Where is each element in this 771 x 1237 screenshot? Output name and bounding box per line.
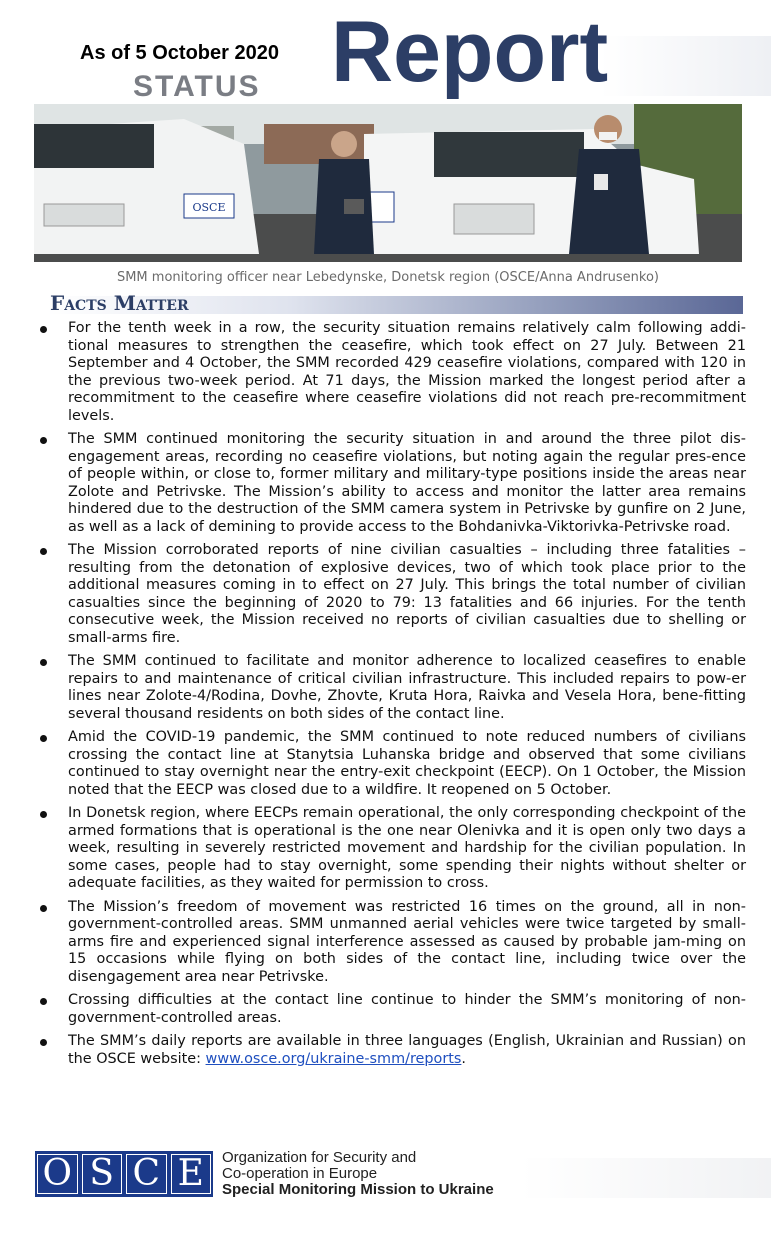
- list-item-text: The SMM’s daily reports are available in three languages (English, Ukrainian and Russian) on the OSCE website:: [68, 1033, 746, 1067]
- photo-caption: SMM monitoring officer near Lebedynske, Donetsk region (OSCE/Anna Andrusenko): [116, 270, 660, 285]
- logo-letter: E: [171, 1154, 212, 1194]
- list-item-text-end: .: [461, 1050, 466, 1067]
- bullet-icon: [40, 437, 47, 444]
- list-item: [36, 729, 746, 799]
- bullet-icon: [40, 548, 47, 555]
- bullet-icon: [40, 905, 47, 912]
- page-title: Report: [331, 4, 609, 100]
- organization-name: [222, 1150, 494, 1198]
- facts-list: [36, 320, 746, 1074]
- bullet-icon: [40, 1039, 47, 1046]
- bullet-icon: [40, 735, 47, 742]
- list-item-text: Crossing difficulties at the contact line continue to hinder the SMM’s monitoring of non-government-controlled areas.: [68, 992, 746, 1026]
- bullet-icon: [40, 811, 47, 818]
- list-item-text: The Mission corroborated reports of nine civilian casualties – including three fatalities – resulting from the detonation of explosive devices, two of which took place prior to the additional measures coming in to effect on 27 July. This brings the total number of civilian casualties since the beginning of 2020 to 79: 13 fatalities and 66 injuries. For the tenth consecutive week, the Mission received no reports of civilian casualties due to shelling or small-arms fire.: [68, 542, 746, 646]
- status-label: STATUS: [133, 70, 261, 103]
- report-date: As of 5 October 2020: [80, 42, 279, 64]
- org-line: Co-operation in Europe: [222, 1165, 378, 1182]
- org-line: Organization for Security and: [222, 1149, 417, 1166]
- mission-name: Special Monitoring Mission to Ukraine: [222, 1181, 494, 1198]
- list-item: [36, 1033, 746, 1068]
- list-item: [36, 542, 746, 647]
- monitoring-officers-photo: [34, 104, 742, 262]
- list-item-text: In Donetsk region, where EECPs remain operational, the only corresponding checkpoint of the armed formations that is operational is the one near Olenivka and it is open only two days a week, resulting in severely restricted movement and hardship for the civilian population. In some cases, people had to stay overnight, some spending their nights without shelter or adequate facilities, as they waited for permission to cross.: [68, 805, 746, 891]
- header-background-fade: [600, 36, 771, 96]
- bullet-icon: [40, 659, 47, 666]
- logo-letter: C: [126, 1154, 167, 1194]
- list-item-text: The Mission’s freedom of movement was restricted 16 times on the ground, all in non-government-controlled areas. SMM unmanned aerial vehicles were twice targeted by small-arms fire and experienced signal interference assessed as caused by probable jam-ming on 15 occasions while flying on both sides of the contact line, including twice over the disengagement area near Petrivske.: [68, 898, 746, 985]
- list-item: [36, 992, 746, 1027]
- footer-background-fade: [520, 1158, 771, 1198]
- list-item-text: The SMM continued monitoring the security situation in and around the three pilot dis-engagement areas, recording no ceasefire violations, but noting again the regular pres-ence of people within, or close to, former military and military-type positions inside the areas near Zolote and Petrivske. The Mission’s ability to access and monitor the latter area remains hindered due to the destruction of the SMM camera system in Petrivske by gunfire on 2 June, as well as a lack of demining to provide access to the Bohdanivka-Viktorivka-Petrivske road.: [68, 431, 746, 535]
- list-item: [36, 320, 746, 425]
- logo-letter: O: [37, 1154, 78, 1194]
- bullet-icon: [40, 326, 47, 333]
- list-item-text: The SMM continued to facilitate and monitor adherence to localized ceasefires to enable repairs to and maintenance of critical civilian infrastructure. This included repairs to pow-er lines near Zolote-4/Rodina, Dovhe, Zhovte, Kruta Hora, Raivka and Vesela Hora, bene-fitting several thousand residents on both sides of the contact line.: [68, 653, 746, 722]
- list-item: [36, 431, 746, 536]
- bullet-icon: [40, 998, 47, 1005]
- list-item: [36, 899, 746, 987]
- list-item: [36, 653, 746, 723]
- list-item-text: Amid the COVID-19 pandemic, the SMM continued to note reduced numbers of civilians crossing the contact line at Stanytsia Luhanska bridge and observed that some civilians continued to stay overnight near the entry-exit checkpoint (EECP). On 1 October, the Mission noted that the EECP was closed due to a wildfire. It reopened on 5 October.: [68, 729, 746, 798]
- list-item-text: For the tenth week in a row, the security situation remains relatively calm following addi-tional measures to strengthen the ceasefire, which took effect on 27 July. Between 21 September and 4 October, the SMM recorded 429 ceasefire violations, compared with 120 in the previous two-week period. At 71 days, the Mission marked the longest period after a recommitment to the ceasefire where ceasefire violations did not reach pre-recommitment levels.: [68, 320, 746, 424]
- list-item: [36, 805, 746, 893]
- logo-letter: S: [82, 1154, 123, 1194]
- osce-logo: [35, 1151, 213, 1197]
- vehicle-marking-left: OSCE: [192, 201, 226, 214]
- header-photo: [34, 104, 742, 262]
- reports-link[interactable]: www.osce.org/ukraine-smm/reports: [205, 1050, 462, 1067]
- section-title: Facts Matter: [50, 291, 189, 315]
